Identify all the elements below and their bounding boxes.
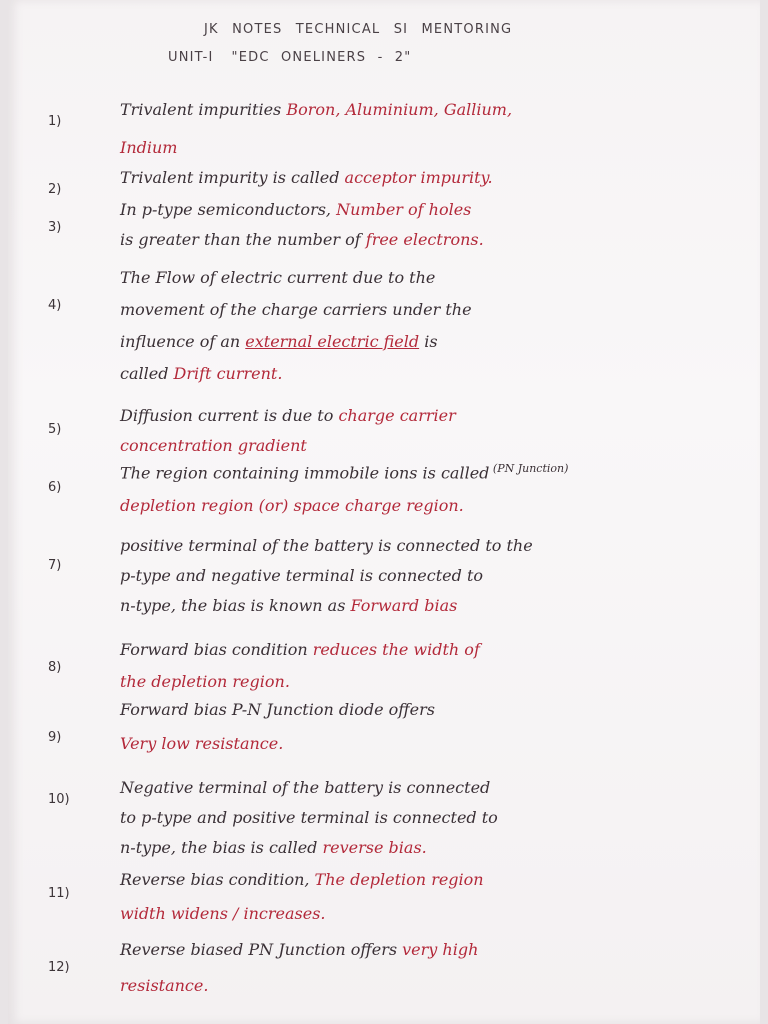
notebook-page	[8, 0, 760, 1024]
note-text: Trivalent impurities	[120, 100, 287, 119]
note-highlight: the depletion region.	[120, 672, 290, 691]
note-text: influence of an	[120, 332, 246, 351]
note-line	[120, 100, 512, 119]
note-highlight: depletion region (or) space charge region.	[120, 496, 464, 515]
note-text: Negative terminal of the battery is connected	[120, 778, 491, 797]
note-text: Forward bias condition	[120, 640, 313, 659]
note-highlight: external electric field	[245, 332, 420, 351]
page-header-subtitle	[168, 50, 411, 65]
note-highlight: The depletion region	[314, 870, 484, 889]
note-number: 5)	[48, 422, 62, 437]
note-number: 7)	[48, 558, 62, 573]
note-annotation: (PN Junction)	[489, 462, 569, 475]
note-text: n-type, the bias is known as	[120, 596, 351, 615]
note-text: The Flow of electric current due to the	[120, 268, 436, 287]
note-highlight: Forward bias	[350, 596, 458, 615]
note-line	[120, 200, 471, 219]
note-line	[120, 496, 464, 515]
note-line	[120, 976, 208, 995]
note-line	[120, 566, 483, 585]
note-text: is greater than the number of	[120, 230, 366, 249]
note-highlight: width widens / increases.	[120, 904, 326, 923]
note-line	[120, 734, 283, 753]
note-number: 4)	[48, 298, 62, 313]
note-line	[120, 940, 478, 959]
note-line	[120, 808, 498, 827]
note-line	[120, 364, 282, 383]
note-number: 11)	[48, 886, 70, 901]
note-line	[120, 640, 480, 659]
note-highlight: charge carrier	[338, 406, 456, 425]
note-number: 2)	[48, 182, 62, 197]
note-highlight: resistance.	[120, 976, 209, 995]
note-line	[120, 596, 457, 615]
note-text: Diffusion current is due to	[120, 406, 339, 425]
note-number: 10)	[48, 792, 70, 807]
note-line	[120, 436, 307, 455]
note-text: n-type, the bias is called	[120, 838, 323, 857]
note-number: 3)	[48, 220, 62, 235]
note-highlight: free electrons.	[365, 230, 484, 249]
note-line	[120, 462, 568, 482]
note-text: p-type and negative terminal is connected to	[120, 566, 483, 585]
page-header-title: JK NOTES TECHNICAL SI MENTORING	[204, 22, 513, 37]
note-number: 9)	[48, 730, 62, 745]
note-text: In p-type semiconductors,	[120, 200, 337, 219]
note-highlight: Indium	[120, 138, 178, 157]
note-highlight: Very low resistance.	[120, 734, 284, 753]
note-line	[120, 838, 427, 857]
note-line	[120, 672, 290, 691]
unit-label: UNIT-I	[168, 50, 214, 65]
note-text: to p-type and positive terminal is connected to	[120, 808, 498, 827]
note-text: is	[419, 332, 438, 351]
note-text: Reverse bias condition,	[120, 870, 315, 889]
note-text: called	[120, 364, 174, 383]
note-line	[120, 332, 438, 351]
note-line	[120, 230, 484, 249]
note-line	[120, 138, 177, 157]
note-line	[120, 168, 493, 187]
note-line	[120, 870, 484, 889]
note-highlight: concentration gradient	[120, 436, 307, 455]
note-highlight: reverse bias.	[322, 838, 427, 857]
note-line	[120, 904, 326, 923]
note-text: movement of the charge carriers under the	[120, 300, 472, 319]
note-highlight: Number of holes	[336, 200, 472, 219]
note-line	[120, 700, 435, 719]
note-number: 8)	[48, 660, 62, 675]
note-line	[120, 778, 490, 797]
note-highlight: acceptor impurity.	[344, 168, 493, 187]
note-line	[120, 268, 435, 287]
note-text: The region containing immobile ions is called	[120, 463, 490, 483]
note-text: Trivalent impurity is called	[120, 168, 345, 187]
note-highlight: very high	[402, 940, 479, 959]
note-highlight: reduces the width of	[312, 640, 480, 659]
note-highlight: Drift current.	[173, 364, 283, 383]
note-text: Forward bias P-N Junction diode offers	[120, 700, 435, 719]
note-number: 6)	[48, 480, 62, 495]
note-number: 12)	[48, 960, 70, 975]
note-line	[120, 406, 456, 425]
note-number: 1)	[48, 114, 62, 129]
note-text: positive terminal of the battery is connected to the	[120, 536, 533, 555]
note-text: Reverse biased PN Junction offers	[120, 940, 403, 959]
topic-label: "EDC ONELINERS - 2"	[231, 50, 412, 65]
note-highlight: Boron, Aluminium, Gallium,	[286, 100, 513, 119]
note-line	[120, 536, 533, 555]
note-line	[120, 300, 472, 319]
